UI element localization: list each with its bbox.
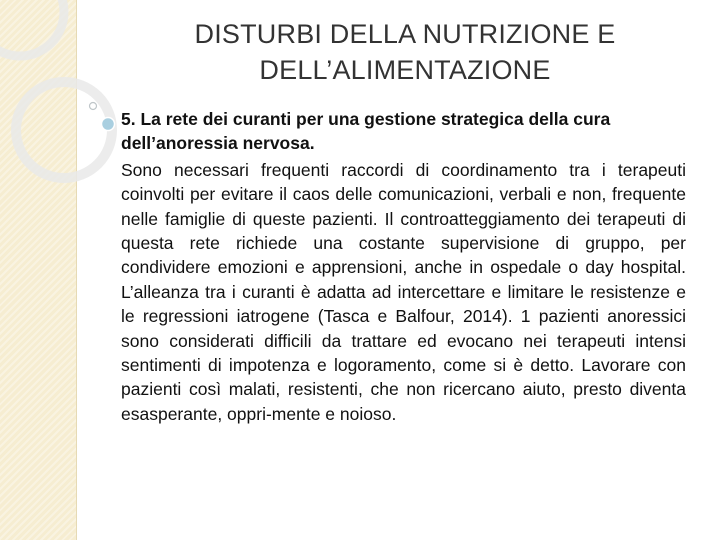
decorative-circle-small [90,103,97,110]
slide-title: DISTURBI DELLA NUTRIZIONE E DELL’ALIMENTAZIONE [194,19,616,85]
decorative-circle-top [0,0,64,56]
slide-body [121,107,686,426]
body-paragraph: Sono necessari frequenti raccordi di coordinamento tra i terapeuti coinvolti per evitare il caos delle comunicazioni, verbali e non, frequente nelle famiglie di queste pazienti. Il controatteggiamento dei terapeuti di questa rete richiede una costante supervisione di gruppo, per condividere emozioni e apprensioni, anche in ospedale o day hospital. L’alleanza tra i curanti è adatta ad intercettare e limitare le resistenze e le regressioni iatrogene (Tasca e Balfour, 2014). 1 pazienti anoressici sono considerati difficili da trattare ed evocano nei terapeuti intensi sentimenti di impotenza e logoramento, come si è detto. Lavorare con pazienti così malati, resistenti, che non ricercano aiuto, presto diventa esasperante, oppri-mente e noioso. [121,159,686,424]
section-heading: 5. La rete dei curanti per una gestione strategica della cura dell’anoressia nervosa. [121,109,611,154]
bullet-icon [102,118,115,131]
decorative-circle-middle [16,82,112,178]
